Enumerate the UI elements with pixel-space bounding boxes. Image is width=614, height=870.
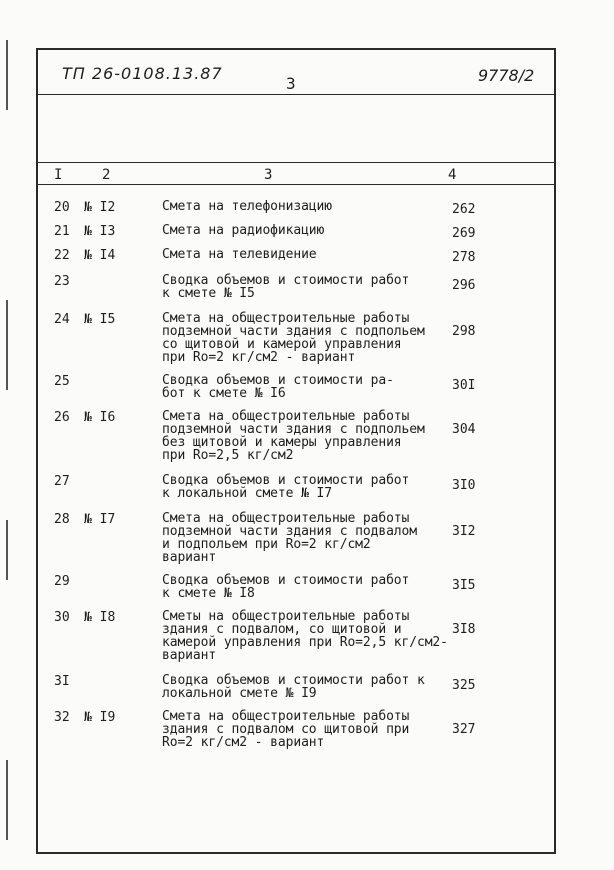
- row-description: Сводка объемов и стоимости ра- бот к смете № I6: [162, 373, 394, 401]
- scan-edge-marks: [6, 0, 8, 870]
- row-description: Сводка объемов и стоимости работ к локальной смете № I9: [162, 673, 425, 701]
- row-description: Смета на радиофикацию: [162, 223, 325, 238]
- row-page: 296: [452, 278, 476, 293]
- row-number: 20: [54, 200, 70, 215]
- row-page: 278: [452, 250, 476, 265]
- row-number: 27: [54, 474, 70, 489]
- column-header-1: I: [54, 167, 63, 183]
- column-header-underline: [38, 184, 554, 185]
- estimate-ref: № I8: [84, 610, 116, 625]
- table-top-line: [38, 162, 554, 163]
- inventory-number: 9778/2: [478, 66, 535, 85]
- row-description: Смета на телевидение: [162, 247, 317, 262]
- row-description: Сводка объемов и стоимости работ к смете № I8: [162, 573, 410, 601]
- row-number: 25: [54, 374, 70, 389]
- row-page: 3I2: [452, 524, 476, 539]
- document-code: ТП 26-0108.13.87: [62, 64, 223, 83]
- column-header-3: 3: [264, 167, 273, 183]
- row-description: Смета на общестроительные работы подземной части здания с подвалом и подпольем при Ro=2 кг/см2 вариант: [162, 511, 417, 565]
- row-page: 304: [452, 422, 476, 437]
- row-number: 24: [54, 312, 70, 327]
- row-number: 30: [54, 610, 70, 625]
- row-number: 3I: [54, 674, 70, 689]
- row-description: Сводка объемов и стоимости работ к смете № I5: [162, 273, 410, 301]
- estimate-ref: № I3: [84, 224, 116, 239]
- row-page: 325: [452, 678, 476, 693]
- estimate-ref: № I2: [84, 200, 116, 215]
- column-header-2: 2: [102, 167, 111, 183]
- row-page: 269: [452, 226, 476, 241]
- row-number: 21: [54, 224, 70, 239]
- document-frame: [36, 48, 556, 854]
- estimate-ref: № I5: [84, 312, 116, 327]
- row-page: 3I0: [452, 478, 476, 493]
- row-page: 298: [452, 324, 476, 339]
- row-description: Смета на общестроительные работы здания с подвалом со щитовой при Ro=2 кг/см2 - вариант: [162, 709, 410, 750]
- column-header-4: 4: [448, 167, 457, 183]
- page-number: 3: [286, 74, 296, 93]
- estimate-ref: № I4: [84, 248, 116, 263]
- row-page: 3I8: [452, 622, 476, 637]
- row-number: 26: [54, 410, 70, 425]
- header-divider: [38, 94, 554, 95]
- row-number: 23: [54, 274, 70, 289]
- row-number: 29: [54, 574, 70, 589]
- row-description: Смета на общестроительные работы подземной части здания с подпольем без щитовой и камеры управления при Ro=2,5 кг/см2: [162, 409, 425, 463]
- estimate-ref: № I7: [84, 512, 116, 527]
- row-description: Сводка объемов и стоимости работ к локальной смете № I7: [162, 473, 410, 501]
- row-description: Смета на общестроительные работы подземной части здания с подпольем со щитовой и камерой управления при Ro=2 кг/см2 - вариант: [162, 311, 425, 365]
- row-page: 262: [452, 202, 476, 217]
- estimate-ref: № I9: [84, 710, 116, 725]
- row-number: 22: [54, 248, 70, 263]
- row-page: 327: [452, 722, 476, 737]
- row-page: 30I: [452, 378, 476, 393]
- row-page: 3I5: [452, 578, 476, 593]
- row-number: 28: [54, 512, 70, 527]
- row-description: Смета на телефонизацию: [162, 199, 332, 214]
- row-description: Сметы на общестроительные работы здания с подвалом, со щитовой и камерой управления при Ro=2,5 кг/см2- вариант: [162, 609, 448, 663]
- estimate-ref: № I6: [84, 410, 116, 425]
- row-number: 32: [54, 710, 70, 725]
